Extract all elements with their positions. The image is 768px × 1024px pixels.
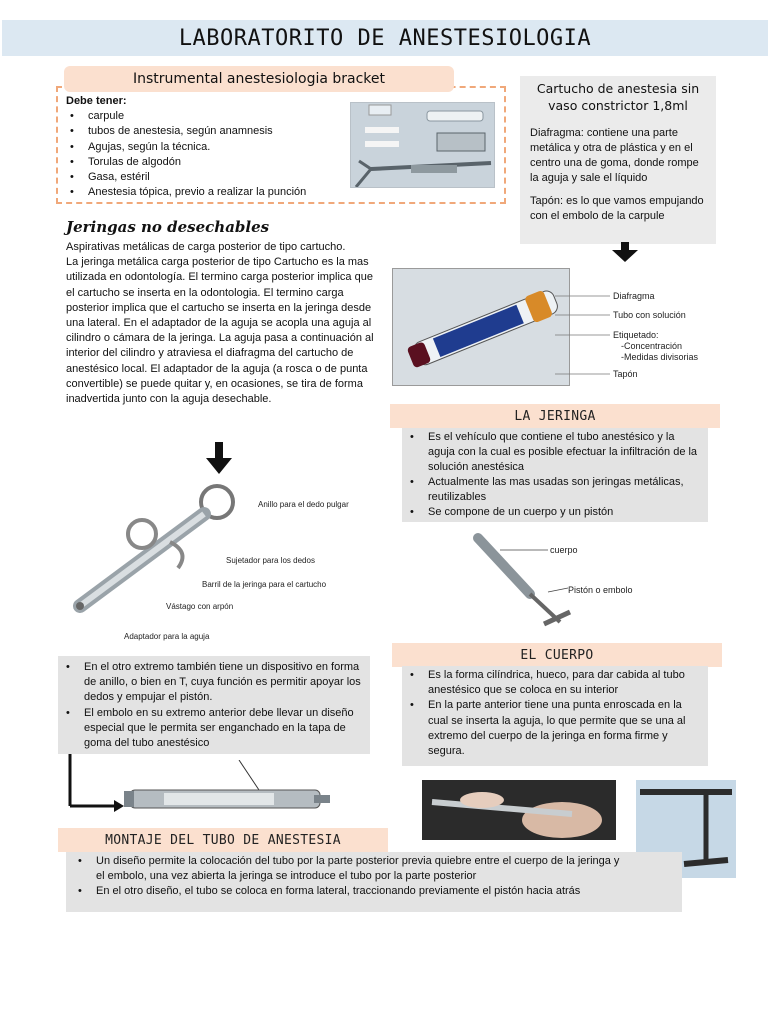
- montaje-box: [66, 852, 682, 912]
- list-item: • Torulas de algodón: [66, 155, 346, 170]
- title-bar: [2, 20, 768, 56]
- list-item: • En el otro diseño, el tubo se coloca en forma lateral, traccionando previamente el pistón hacia atrás: [74, 884, 674, 899]
- extremo-list: [62, 660, 366, 751]
- label-adaptador: Adaptador para la aguja: [124, 632, 210, 641]
- list-item: • carpule: [66, 109, 346, 124]
- cartucho-heading: Cartucho de anestesia sin vaso constrictor 1,8ml: [536, 81, 700, 113]
- label-tubo: Tubo con solución: [613, 310, 686, 320]
- list-item: • tubos de anestesia, según anamnesis: [66, 124, 346, 139]
- barrel-syringe-drawing: [124, 760, 334, 820]
- page-title: LABORATORITO DE ANESTESIOLOGIA: [178, 25, 592, 51]
- list-item: • Es el vehículo que contiene el tubo anestésico y la aguja con la cual es posible efectuar la infiltración de la solución anestésica: [406, 430, 704, 475]
- list-item: • Agujas, según la técnica.: [66, 140, 346, 155]
- bracket-content: [66, 94, 346, 200]
- list-item: • Se compone de un cuerpo y un pistón: [406, 505, 704, 520]
- list-item: • En la parte anterior tiene una punta enroscada en la cual se inserta la aguja, lo que permite que se una al extremo del cuerpo de la jeringa en forma firme y segura.: [406, 698, 704, 759]
- cuerpo-box: [402, 666, 708, 766]
- jeringas-heading: Jeringas no desechables: [66, 218, 270, 236]
- list-item: • Es la forma cilíndrica, hueco, para dar cabida al tubo anestésico que se coloca en su interior: [406, 668, 704, 698]
- syringe-drawing: [70, 482, 270, 622]
- cartridge-photo: [392, 268, 570, 386]
- label-diafragma: Diafragma: [613, 291, 655, 301]
- list-item: • Actualmente las mas usadas son jeringas metálicas, reutilizables: [406, 475, 704, 505]
- label-barril: Barril de la jeringa para el cartucho: [202, 580, 327, 589]
- list-item: • En el otro extremo también tiene un dispositivo en forma de anillo, o bien en T, cuya función es permitir apoyar los dedos y empujar el pistón.: [62, 660, 366, 706]
- la-jeringa-box: [402, 428, 708, 522]
- down-arrow-icon: [204, 442, 234, 476]
- label-medidas: -Medidas divisorias: [621, 352, 699, 362]
- cuerpo-list: [406, 668, 704, 759]
- list-item: • El embolo en su extremo anterior debe llevar un diseño especial que le permita ser enganchado en la tapa de goma del tubo anestésico: [62, 706, 366, 752]
- label-etiquetado: Etiquetado:: [613, 330, 659, 340]
- montaje-list: [74, 854, 674, 900]
- label-concentracion: -Concentración: [621, 341, 683, 351]
- label-piston: Pistón o embolo: [568, 585, 633, 595]
- cartucho-text-1: Diafragma: contiene una parte metálica y otra de plástica y en el centro una de goma, donde rompe la aguja y sale el líquido: [530, 127, 699, 184]
- cuerpo-heading: EL CUERPO: [392, 643, 722, 667]
- label-anillo: Anillo para el dedo pulgar: [258, 500, 349, 509]
- bracket-heading: Instrumental anestesiologia bracket: [64, 66, 454, 92]
- list-item: • Un diseño permite la colocación del tubo por la parte posterior previa quiebre entre el cuerpo de la jeringa y el embolo, una vez abierta la jeringa se introduce el tubo por la parte posterior: [74, 854, 674, 884]
- bracket-list: [66, 109, 346, 200]
- down-arrow-icon: [610, 242, 640, 264]
- la-jeringa-list: [406, 430, 704, 520]
- bracket-intro: Debe tener:: [66, 95, 127, 107]
- label-sujetador: Sujetador para los dedos: [226, 556, 315, 565]
- label-cuerpo: cuerpo: [550, 545, 578, 555]
- cartucho-text-2: Tapón: es lo que vamos empujando con el embolo de la carpule: [530, 195, 704, 222]
- jeringas-text: Aspirativas metálicas de carga posterior de tipo cartucho. La jeringa metálica carga posterior de tipo Cartucho es la mas utilizada en odontología. El termino carga posterior implica que el cartucho se inserta en la odontologia. El termino carga posterior implica que el cartucho se inserta en la jeringa desde una lateral. En el adaptador de la aguja se acopla una aguja al cilindro o cámara de la jeringa. La aguja pasa a continuación al interior del cilindro y atraviesa el diafragma del cartucho de anestésico local. El adaptador de la aguja (a rosca o de punta convertible) se puede quitar y, en ocasiones, se tira de forma inadvertida junto con la aguja desechable.: [66, 241, 374, 406]
- hands-syringe-photo: [422, 780, 616, 840]
- label-vastago: Vástago con arpón: [166, 602, 234, 611]
- extremo-box: [58, 656, 370, 754]
- cartucho-box: [520, 76, 716, 244]
- cartridge-leader-lines: [555, 282, 615, 392]
- cartridge-drawing: [393, 269, 571, 387]
- label-tapon: Tapón: [613, 369, 638, 379]
- hands-syringe-drawing: [422, 780, 616, 840]
- la-jeringa-heading: LA JERINGA: [390, 404, 720, 428]
- instrument-tray-photo: [350, 102, 495, 188]
- list-item: • Anestesia tópica, previo a realizar la punción: [66, 185, 346, 200]
- corner-arrow-icon: [66, 754, 126, 814]
- montaje-heading: MONTAJE DEL TUBO DE ANESTESIA: [58, 828, 388, 852]
- instrument-tray-drawing: [351, 103, 495, 188]
- list-item: • Gasa, estéril: [66, 170, 346, 185]
